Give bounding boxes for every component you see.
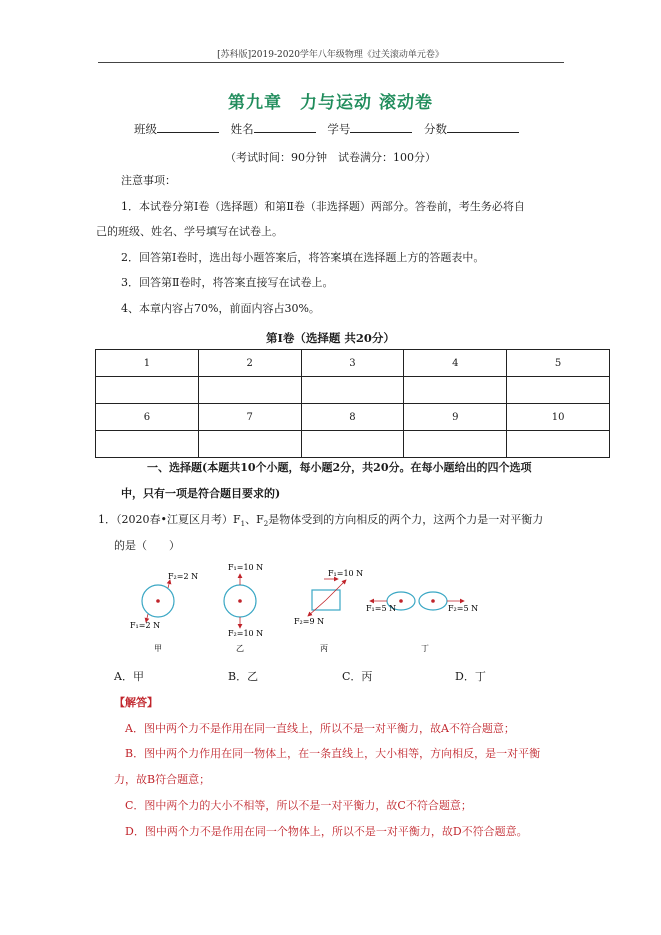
- question-1-stem-cont: 的是（ ）: [114, 539, 180, 552]
- question-1-stem: [98, 513, 543, 531]
- name-label: 姓名: [230, 122, 254, 136]
- note-item-4: 4、本章内容占70%，前面内容占30%。: [121, 302, 320, 315]
- force-label: F₂=9 N: [294, 617, 325, 626]
- stem-text: F: [232, 513, 241, 526]
- option-b[interactable]: B．乙: [228, 670, 259, 683]
- answer-cell[interactable]: [507, 377, 610, 404]
- table-row: [96, 350, 610, 377]
- exam-time: （考试时间：90分钟 试卷满分：100分）: [225, 151, 436, 164]
- solution-heading: 【解答】: [114, 696, 158, 709]
- table-row: [96, 431, 610, 458]
- table-cell: 4: [404, 350, 507, 377]
- force-label: F₁=10 N: [228, 563, 264, 572]
- center-dot: [399, 599, 403, 603]
- solution-a: A．图中两个力不是作用在同一直线上，所以不是一对平衡力，故A不符合题意；: [125, 722, 515, 735]
- figure-yi: [224, 563, 263, 638]
- figure-jia: [130, 572, 198, 630]
- table-row: [96, 377, 610, 404]
- subscript: 1: [240, 520, 246, 529]
- answer-cell[interactable]: [301, 431, 404, 458]
- table-cell: 3: [301, 350, 404, 377]
- chapter-title: 第九章 力与运动 滚动卷: [228, 93, 433, 113]
- force-label: F₂=5 N: [448, 604, 479, 613]
- figure-caption: 乙: [236, 644, 244, 653]
- table-row: [96, 404, 610, 431]
- solution-b-cont: 力，故B符合题意；: [114, 773, 211, 786]
- question-source: （2020春•江夏区月考）: [116, 513, 233, 526]
- student-info-row: [0, 121, 661, 137]
- force-label: F₁=10 N: [328, 569, 364, 578]
- option-c[interactable]: C．丙: [342, 670, 373, 683]
- force-label: F₁=2 N: [130, 621, 161, 630]
- figure-caption: 丙: [320, 644, 328, 653]
- force-diagrams: [118, 560, 488, 660]
- table-cell: 9: [404, 404, 507, 431]
- stem-text: 、F: [245, 513, 264, 526]
- solution-b: B．图中两个力作用在同一物体上，在一条直线上，大小相等，方向相反，是一对平衡: [125, 747, 541, 760]
- page-header: [苏科版]2019-2020学年八年级物理《过关滚动单元卷》: [217, 50, 444, 60]
- figure-caption: 丁: [421, 644, 429, 653]
- part1-heading: 一、选择题(本题共10个小题，每小题2分，共20分。在每小题给出的四个选项: [147, 461, 532, 474]
- answer-cell[interactable]: [404, 377, 507, 404]
- table-cell: 1: [96, 350, 199, 377]
- note-item-3: 3．回答第Ⅱ卷时，将答案直接写在试卷上。: [121, 276, 334, 289]
- table-cell: 10: [507, 404, 610, 431]
- note-item-2: 2．回答第Ⅰ卷时，选出每小题答案后，将答案填在选择题上方的答题表中。: [121, 251, 485, 264]
- table-cell: 8: [301, 404, 404, 431]
- center-dot: [156, 599, 160, 603]
- name-field[interactable]: [254, 121, 316, 133]
- answer-cell[interactable]: [198, 431, 301, 458]
- class-field[interactable]: [157, 121, 219, 133]
- center-dot: [431, 599, 435, 603]
- answer-cell[interactable]: [404, 431, 507, 458]
- option-d[interactable]: D．丁: [455, 670, 486, 683]
- part1-heading-cont: 中，只有一项是符合题目要求的): [121, 487, 281, 500]
- figure-bing: [294, 569, 363, 626]
- answer-table: [95, 349, 610, 458]
- figure-caption: 甲: [154, 644, 162, 653]
- subscript: 2: [263, 520, 269, 529]
- question-number: 1．: [98, 513, 116, 526]
- answer-cell[interactable]: [96, 377, 199, 404]
- table-cell: 6: [96, 404, 199, 431]
- note-item-1: 1．本试卷分第Ⅰ卷（选择题）和第Ⅱ卷（非选择题）两部分。答卷前，考生务必将自: [121, 200, 525, 213]
- class-label: 班级: [134, 122, 158, 136]
- force-label: F₂=10 N: [228, 629, 264, 638]
- table-cell: 7: [198, 404, 301, 431]
- answer-cell[interactable]: [198, 377, 301, 404]
- section-title: 第Ⅰ卷（选择题 共20分）: [266, 331, 395, 345]
- solution-d: D．图中两个力不是作用在同一个物体上，所以不是一对平衡力，故D不符合题意。: [125, 825, 528, 838]
- solution-c: C．图中两个力的大小不相等，所以不是一对平衡力，故C不符合题意；: [125, 799, 472, 812]
- table-cell: 5: [507, 350, 610, 377]
- score-label: 分数: [423, 122, 447, 136]
- center-dot: [238, 599, 242, 603]
- id-field[interactable]: [350, 121, 412, 133]
- answer-cell[interactable]: [301, 377, 404, 404]
- stem-text: 是物体受到的方向相反的两个力，这两个力是一对平衡力: [268, 513, 544, 526]
- note-item-1-cont: 己的班级、姓名、学号填写在试卷上。: [96, 225, 283, 238]
- score-field[interactable]: [447, 121, 519, 133]
- header-rule: [98, 62, 564, 63]
- table-cell: 2: [198, 350, 301, 377]
- force-label: F₂=2 N: [168, 572, 199, 581]
- answer-cell[interactable]: [507, 431, 610, 458]
- id-label: 学号: [327, 122, 351, 136]
- answer-cell[interactable]: [96, 431, 199, 458]
- option-a[interactable]: A．甲: [114, 670, 144, 683]
- figure-ding: [366, 592, 478, 613]
- force-arrow: [168, 580, 170, 588]
- force-arrow: [308, 600, 326, 616]
- notes-heading: 注意事项：: [121, 174, 176, 187]
- force-label: F₁=5 N: [366, 604, 397, 613]
